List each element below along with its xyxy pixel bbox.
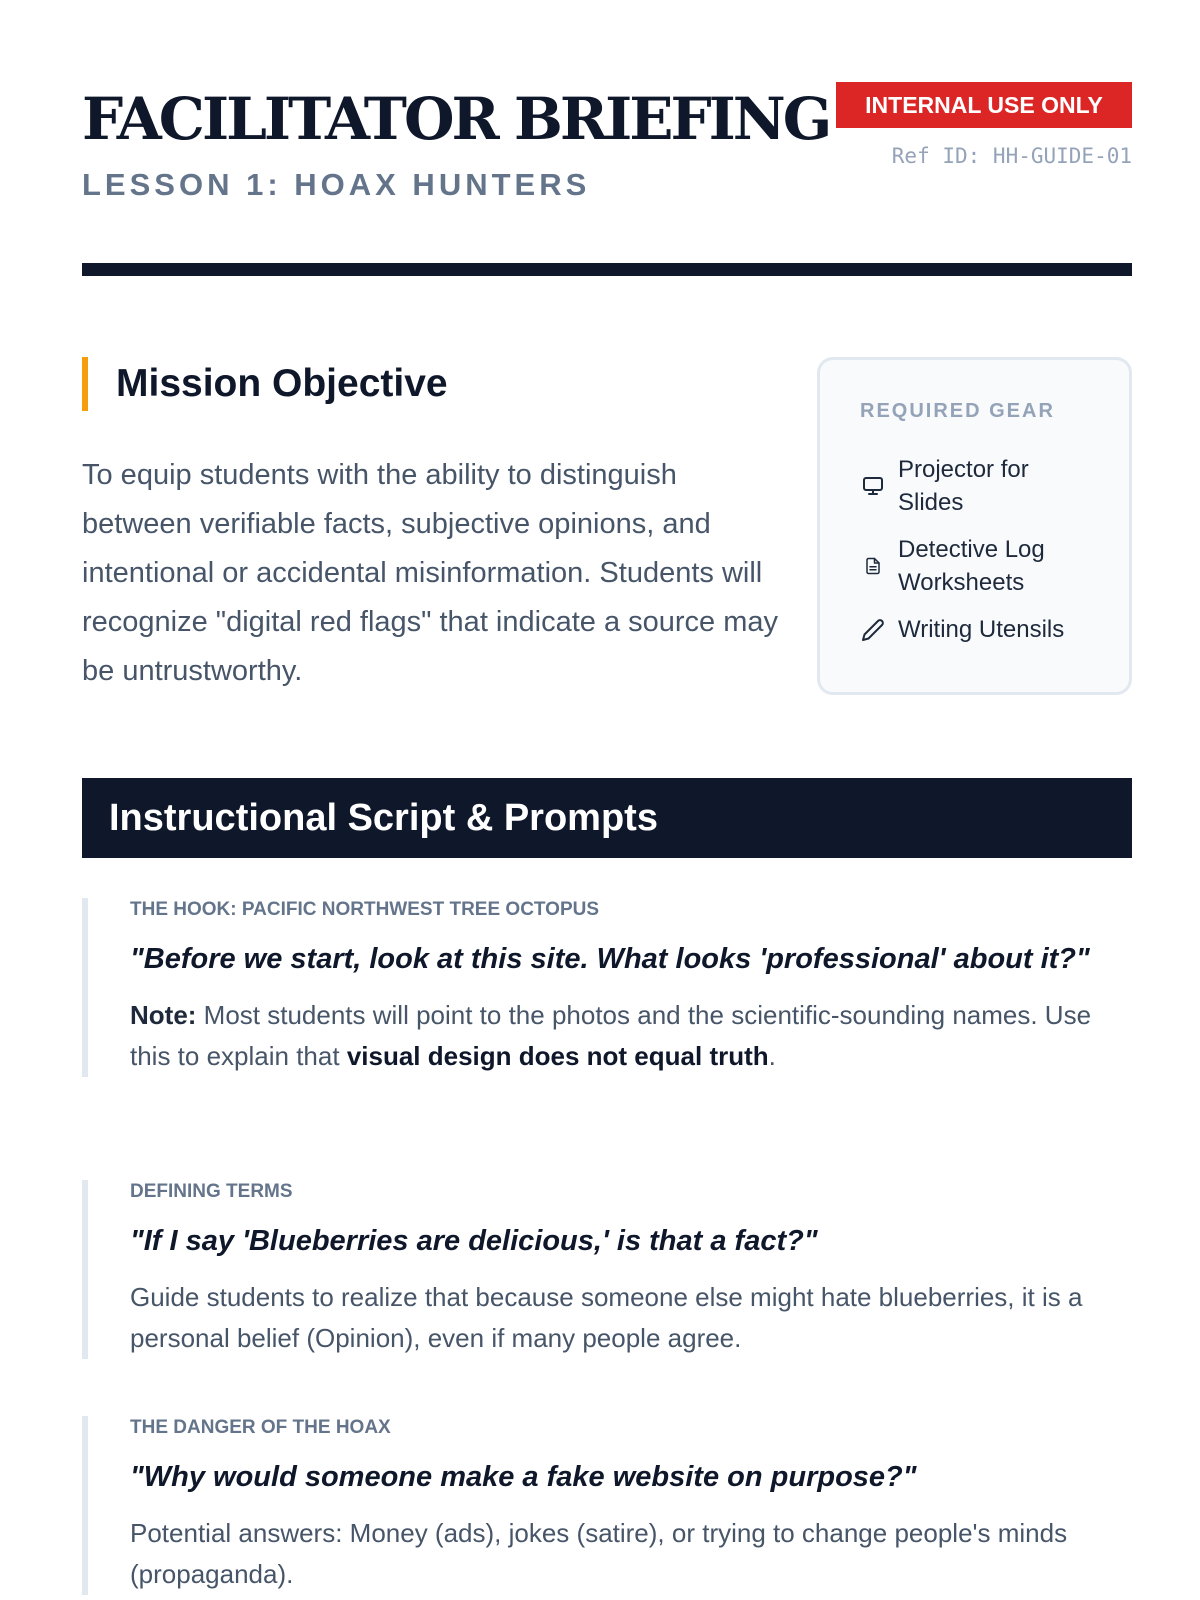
page-title: FACILITATOR BRIEFING: [82, 85, 830, 153]
prompt-note: Guide students to realize that because someone else might hate blueberries, it is a personal belief (Opinion), even if many people agree.: [130, 1282, 1083, 1353]
internal-use-badge: INTERNAL USE ONLY: [836, 82, 1132, 128]
header: [82, 82, 1132, 212]
prompt-label: THE DANGER OF THE HOAX: [130, 1417, 391, 1438]
gear-item: [860, 453, 1089, 519]
lesson-subtitle: LESSON 1: HOAX HUNTERS: [82, 167, 591, 202]
mission-text: To equip students with the ability to distinguish between verifiable facts, subjective opinions, and intentional or accidental misinformation. Students will recognize "digital red flags" that indicate a source may be untrustworthy.: [82, 459, 779, 687]
monitor-icon: [860, 473, 886, 499]
prompt-label: THE HOOK: PACIFIC NORTHWEST TREE OCTOPUS: [130, 899, 600, 920]
prompt-quote: "Why would someone make a fake website on purpose?": [130, 1461, 917, 1493]
ref-id: Ref ID: HH-GUIDE-01: [891, 144, 1132, 168]
document-icon: [860, 553, 886, 579]
script-section-header: [82, 778, 1132, 858]
mission-section: [82, 357, 782, 696]
gear-item: [860, 533, 1089, 599]
gear-list: [860, 453, 1089, 646]
prompt-label: DEFINING TERMS: [130, 1181, 293, 1202]
note-tail: .: [768, 1041, 776, 1071]
prompt-block: [82, 898, 1132, 1077]
mission-title: Mission Objective: [116, 362, 448, 405]
prompt-quote: "If I say 'Blueberries are delicious,' is that a fact?": [130, 1225, 818, 1257]
note-text: Most students will point to the photos and the scientific-sounding names. Use this to explain that: [130, 1000, 1092, 1071]
required-gear-card: [817, 357, 1132, 695]
header-divider: [82, 263, 1132, 276]
note-emphasis: visual design does not equal truth: [346, 1041, 769, 1071]
prompt-block: [82, 1180, 1132, 1359]
prompt-block: [82, 1416, 1132, 1595]
accent-bar: [82, 357, 88, 411]
gear-item-label: Projector for Slides: [898, 456, 1029, 516]
briefing-page: [82, 0, 1132, 1600]
prompt-note: Potential answers: Money (ads), jokes (satire), or trying to change people's minds (propaganda).: [130, 1518, 1068, 1589]
script-title: Instructional Script & Prompts: [109, 796, 658, 839]
mission-heading: [82, 357, 782, 411]
prompt-note: [130, 995, 1132, 1077]
gear-item-label: Writing Utensils: [898, 616, 1065, 643]
gear-item: [860, 613, 1089, 646]
gear-item-label: Detective Log Worksheets: [898, 536, 1045, 596]
note-lead: Note:: [130, 1000, 197, 1030]
pencil-icon: [860, 617, 886, 643]
gear-title: REQUIRED GEAR: [860, 400, 1055, 422]
prompt-quote: "Before we start, look at this site. What looks 'professional' about it?": [130, 943, 1090, 975]
